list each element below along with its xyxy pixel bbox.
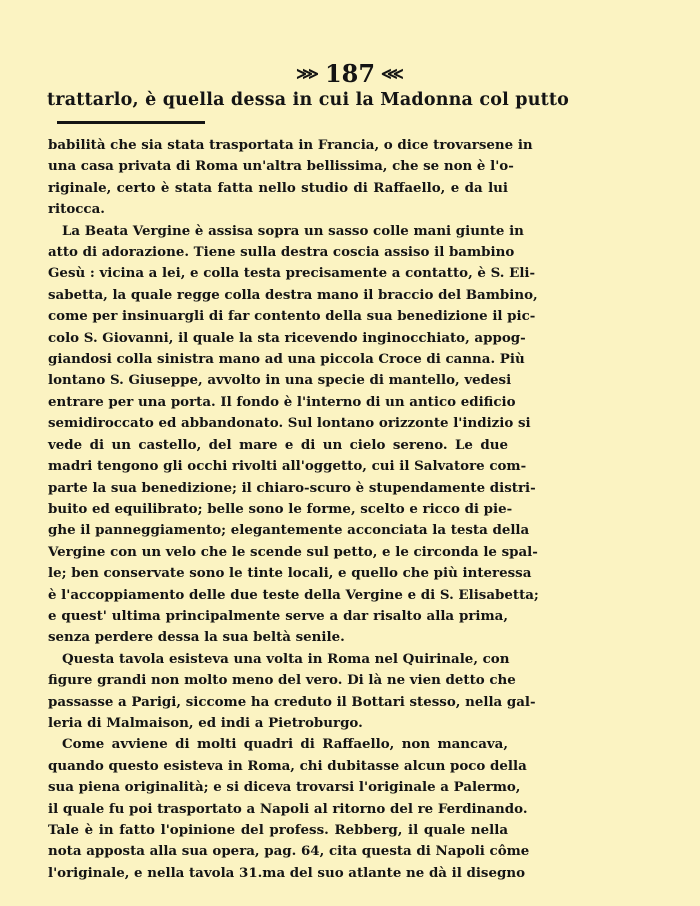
text-line: senza perdere dessa la sua beltà senile.: [48, 629, 345, 646]
text-line: Questa tavola esisteva una volta in Roma nel Quirinale, con: [62, 650, 510, 667]
text-line: colo S. Giovanni, il quale la sta ricevendo inginocchiato, appog-: [48, 329, 526, 346]
footnote-rule: [57, 121, 205, 124]
text-line: semidiroccato ed abbandonato. Sul lontano orizzonte l'indizio si: [48, 415, 531, 432]
text-line: Vergine con un velo che le scende sul petto, e le circonda le spal-: [48, 543, 538, 560]
text-line: passasse a Parigi, siccome ha creduto il Bottari stesso, nella gal-: [48, 693, 536, 710]
text-line: il quale fu poi trasportato a Napoli al ritorno del re Ferdinando.: [48, 800, 528, 817]
text-line: atto di adorazione. Tiene sulla destra coscia assiso il bambino: [48, 244, 515, 261]
text-line: riginale, certo è stata fatta nello studio di Raffaello, e da lui: [48, 179, 508, 196]
paragraph: [48, 135, 533, 221]
text-line: quando questo esisteva in Roma, chi dubitasse alcun poco della: [48, 757, 527, 774]
text-line: entrare per una porta. Il fondo è l'interno di un antico edificio: [48, 393, 516, 410]
paragraph: [48, 649, 536, 735]
text-line: La Beata Vergine è assisa sopra un sasso colle mani giunte in: [62, 222, 524, 239]
text-line: nota apposta alla sua opera, pag. 64, cita questa di Napoli côme: [48, 843, 530, 860]
paragraph: [48, 734, 530, 884]
page-number: 187: [324, 59, 376, 88]
text-line: sua piena originalità; e si diceva trovarsi l'originale a Palermo,: [48, 779, 521, 796]
text-line: Tale è in fatto l'opinione del profess. Rebberg, il quale nella: [48, 822, 508, 838]
page-header: [0, 60, 700, 88]
text-line: come per insinuargli di far contento della sua benedizione il pic-: [48, 308, 536, 325]
text-line: sabetta, la quale regge colla destra mano il braccio del Bambino,: [48, 286, 538, 303]
text-line: è l'accoppiamento delle due teste della Vergine e di S. Elisabetta;: [48, 586, 539, 603]
ornament-left-icon: ⋙: [296, 64, 319, 83]
text-line: figure grandi non molto meno del vero. Di là ne vien detto che: [48, 672, 516, 689]
text-line: le; ben conservate sono le tinte locali, e quello che più interessa: [48, 565, 532, 582]
text-line: madri tengono gli occhi rivolti all'oggetto, cui il Salvatore com-: [48, 458, 527, 475]
text-line: una casa privata di Roma un'altra bellissima, che se non è l'o-: [48, 158, 514, 175]
text-line: leria di Malmaison, ed indi a Pietroburgo.: [48, 714, 363, 731]
text-line: ghe il panneggiamento; elegantemente acconciata la testa della: [48, 522, 530, 539]
text-line: babilità che sia stata trasportata in Francia, o dice trovarsene in: [48, 137, 533, 153]
ornament-right-icon: ⋘: [381, 64, 404, 83]
text-line: ritocca.: [48, 201, 105, 218]
text-line: parte la sua benedizione; il chiaro-scuro è stupendamente distri-: [48, 479, 536, 496]
text-line: vede di un castello, del mare e di un cielo sereno. Le due: [48, 436, 508, 453]
paragraph: [48, 221, 539, 649]
text-line: giandosi colla sinistra mano ad una piccola Croce di canna. Più: [48, 351, 525, 368]
text-line: buito ed equilibrato; belle sono le forme, scelto e ricco di pie-: [48, 500, 513, 517]
text-line: Come avviene di molti quadri di Raffaello, non mancava,: [62, 736, 508, 753]
text-line: Gesù : vicina a lei, e colla testa precisamente a contatto, è S. Eli-: [48, 265, 536, 282]
catchline: trattarlo, è quella dessa in cui la Madonna col putto: [47, 90, 570, 110]
body-text: [48, 135, 539, 884]
text-line: l'originale, e nella tavola 31.ma del suo atlante ne dà il disegno: [48, 864, 526, 881]
text-line: lontano S. Giuseppe, avvolto in una specie di mantello, vedesi: [48, 372, 512, 389]
text-line: e quest' ultima principalmente serve a dar risalto alla prima,: [48, 607, 508, 624]
